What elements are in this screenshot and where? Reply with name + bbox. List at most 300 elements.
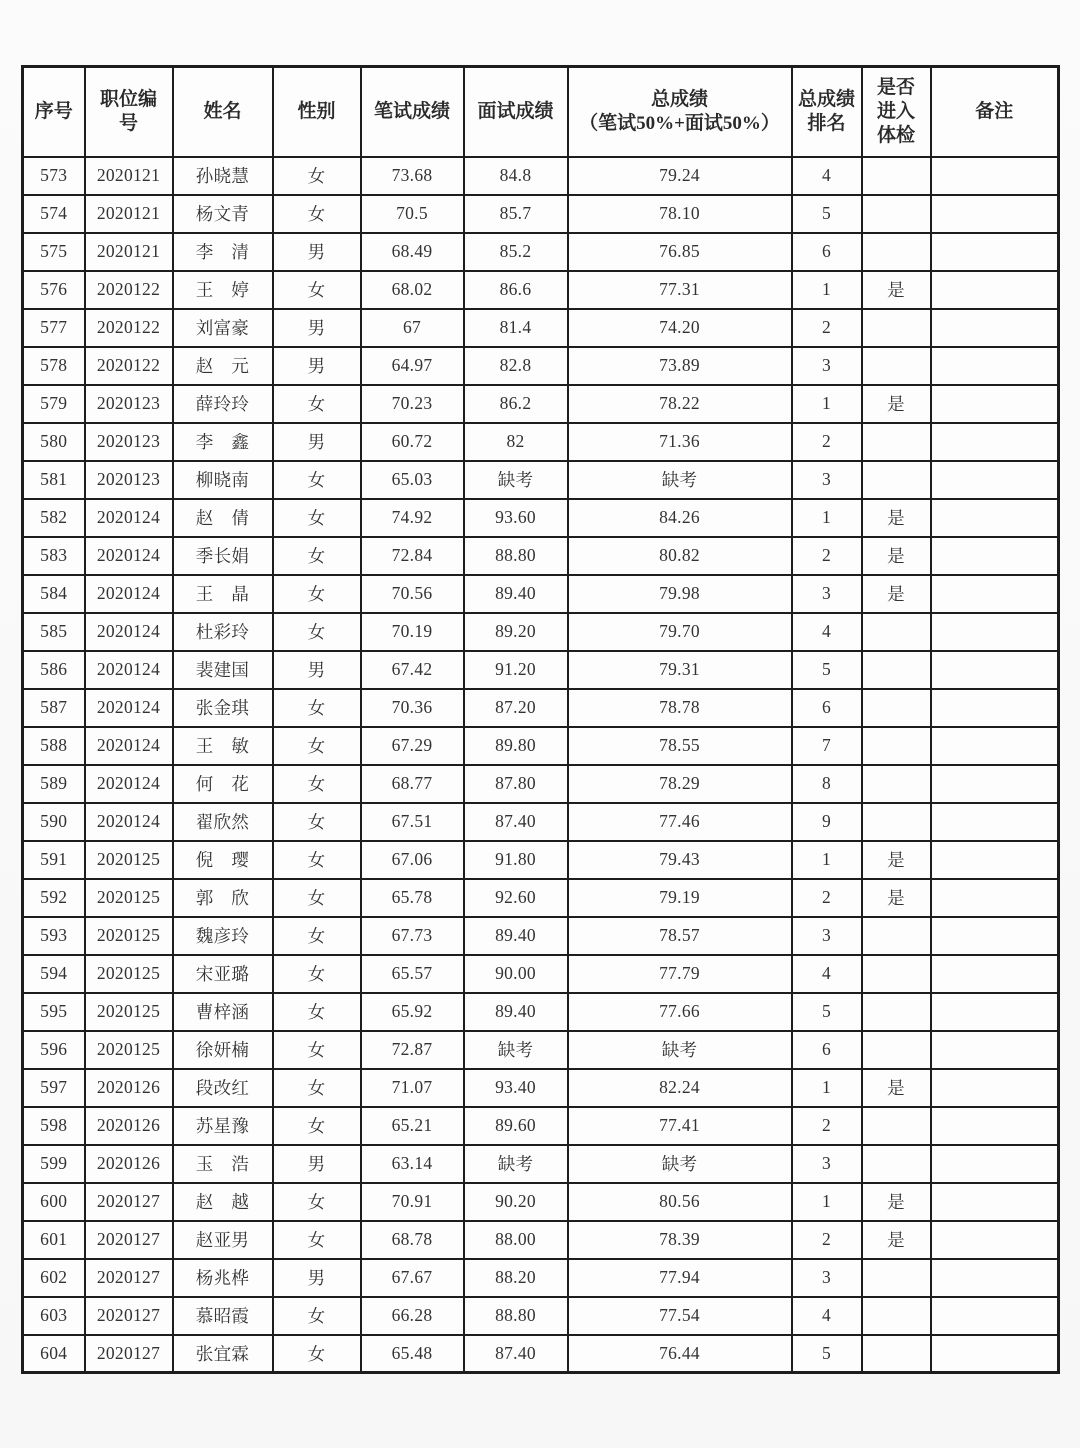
cell-serial: 594 (23, 955, 85, 993)
cell-position-code: 2020124 (85, 727, 173, 765)
cell-physical-exam (862, 423, 931, 461)
header-row (23, 67, 1059, 157)
cell-physical-exam (862, 955, 931, 993)
cell-physical-exam: 是 (862, 499, 931, 537)
cell-written-score: 64.97 (361, 347, 464, 385)
cell-position-code: 2020125 (85, 955, 173, 993)
cell-serial: 596 (23, 1031, 85, 1069)
cell-total-score: 77.79 (568, 955, 792, 993)
cell-serial: 591 (23, 841, 85, 879)
table-row (23, 1297, 1059, 1335)
cell-serial: 592 (23, 879, 85, 917)
cell-position-code: 2020126 (85, 1069, 173, 1107)
cell-position-code: 2020125 (85, 1031, 173, 1069)
cell-interview-score: 缺考 (464, 1031, 568, 1069)
cell-remark (931, 841, 1059, 879)
header-physical-exam: 是否 进入 体检 (862, 67, 931, 157)
cell-written-score: 65.48 (361, 1335, 464, 1373)
cell-interview-score: 93.40 (464, 1069, 568, 1107)
cell-rank: 2 (792, 423, 862, 461)
cell-total-score: 77.66 (568, 993, 792, 1031)
cell-name: 裴建国 (173, 651, 273, 689)
cell-position-code: 2020121 (85, 195, 173, 233)
cell-rank: 4 (792, 157, 862, 195)
cell-rank: 6 (792, 689, 862, 727)
cell-total-score: 79.43 (568, 841, 792, 879)
cell-serial: 584 (23, 575, 85, 613)
cell-serial: 602 (23, 1259, 85, 1297)
cell-rank: 3 (792, 575, 862, 613)
cell-physical-exam (862, 689, 931, 727)
cell-written-score: 72.84 (361, 537, 464, 575)
cell-name: 倪 璎 (173, 841, 273, 879)
header-position-code: 职位编 号 (85, 67, 173, 157)
cell-position-code: 2020124 (85, 575, 173, 613)
cell-interview-score: 90.00 (464, 955, 568, 993)
cell-rank: 3 (792, 461, 862, 499)
cell-total-score: 78.29 (568, 765, 792, 803)
cell-remark (931, 423, 1059, 461)
cell-written-score: 70.91 (361, 1183, 464, 1221)
cell-gender: 女 (273, 879, 361, 917)
cell-remark (931, 309, 1059, 347)
cell-serial: 583 (23, 537, 85, 575)
cell-gender: 女 (273, 537, 361, 575)
cell-serial: 577 (23, 309, 85, 347)
cell-serial: 576 (23, 271, 85, 309)
cell-written-score: 68.49 (361, 233, 464, 271)
cell-gender: 女 (273, 1107, 361, 1145)
cell-name: 郭 欣 (173, 879, 273, 917)
cell-physical-exam (862, 347, 931, 385)
cell-physical-exam (862, 613, 931, 651)
table-row (23, 1031, 1059, 1069)
header-name: 姓名 (173, 67, 273, 157)
table-row (23, 575, 1059, 613)
cell-gender: 女 (273, 1221, 361, 1259)
table-row (23, 1183, 1059, 1221)
cell-rank: 2 (792, 537, 862, 575)
cell-rank: 1 (792, 1183, 862, 1221)
cell-total-score: 缺考 (568, 1031, 792, 1069)
cell-total-score: 82.24 (568, 1069, 792, 1107)
cell-remark (931, 347, 1059, 385)
cell-position-code: 2020126 (85, 1107, 173, 1145)
cell-name: 赵 元 (173, 347, 273, 385)
cell-interview-score: 92.60 (464, 879, 568, 917)
cell-written-score: 67.29 (361, 727, 464, 765)
cell-gender: 男 (273, 1145, 361, 1183)
table-row (23, 157, 1059, 195)
cell-remark (931, 1335, 1059, 1373)
cell-gender: 女 (273, 1031, 361, 1069)
cell-position-code: 2020124 (85, 803, 173, 841)
cell-total-score: 77.94 (568, 1259, 792, 1297)
cell-interview-score: 89.20 (464, 613, 568, 651)
cell-rank: 2 (792, 1221, 862, 1259)
cell-written-score: 73.68 (361, 157, 464, 195)
cell-position-code: 2020125 (85, 879, 173, 917)
cell-name: 段改红 (173, 1069, 273, 1107)
cell-remark (931, 461, 1059, 499)
cell-physical-exam: 是 (862, 879, 931, 917)
cell-position-code: 2020125 (85, 917, 173, 955)
cell-rank: 3 (792, 1145, 862, 1183)
cell-written-score: 67.42 (361, 651, 464, 689)
cell-name: 玉 浩 (173, 1145, 273, 1183)
cell-remark (931, 613, 1059, 651)
cell-gender: 男 (273, 1259, 361, 1297)
cell-position-code: 2020124 (85, 613, 173, 651)
cell-serial: 582 (23, 499, 85, 537)
cell-rank: 5 (792, 1335, 862, 1373)
table-row (23, 499, 1059, 537)
table-body (23, 157, 1059, 1373)
cell-total-score: 79.70 (568, 613, 792, 651)
cell-position-code: 2020122 (85, 271, 173, 309)
cell-interview-score: 82.8 (464, 347, 568, 385)
cell-rank: 2 (792, 1107, 862, 1145)
cell-total-score: 74.20 (568, 309, 792, 347)
cell-name: 张金琪 (173, 689, 273, 727)
cell-written-score: 65.78 (361, 879, 464, 917)
cell-name: 薛玲玲 (173, 385, 273, 423)
cell-name: 魏彦玲 (173, 917, 273, 955)
cell-name: 赵 倩 (173, 499, 273, 537)
cell-written-score: 68.02 (361, 271, 464, 309)
cell-physical-exam: 是 (862, 841, 931, 879)
table-row (23, 841, 1059, 879)
cell-position-code: 2020125 (85, 993, 173, 1031)
cell-written-score: 71.07 (361, 1069, 464, 1107)
cell-gender: 女 (273, 385, 361, 423)
cell-serial: 585 (23, 613, 85, 651)
cell-interview-score: 缺考 (464, 461, 568, 499)
cell-position-code: 2020123 (85, 385, 173, 423)
cell-physical-exam (862, 461, 931, 499)
cell-written-score: 70.36 (361, 689, 464, 727)
cell-rank: 5 (792, 651, 862, 689)
cell-interview-score: 91.20 (464, 651, 568, 689)
cell-interview-score: 87.40 (464, 1335, 568, 1373)
header-total-score: 总成绩 （笔试50%+面试50%） (568, 67, 792, 157)
table-row (23, 195, 1059, 233)
cell-serial: 600 (23, 1183, 85, 1221)
cell-serial: 575 (23, 233, 85, 271)
cell-name: 柳晓南 (173, 461, 273, 499)
cell-position-code: 2020124 (85, 499, 173, 537)
table-row (23, 993, 1059, 1031)
cell-rank: 6 (792, 1031, 862, 1069)
cell-rank: 2 (792, 309, 862, 347)
cell-rank: 3 (792, 347, 862, 385)
cell-serial: 586 (23, 651, 85, 689)
cell-physical-exam (862, 917, 931, 955)
cell-written-score: 67.73 (361, 917, 464, 955)
cell-position-code: 2020124 (85, 689, 173, 727)
cell-remark (931, 1107, 1059, 1145)
cell-physical-exam (862, 993, 931, 1031)
cell-interview-score: 87.20 (464, 689, 568, 727)
cell-interview-score: 89.40 (464, 993, 568, 1031)
cell-position-code: 2020127 (85, 1221, 173, 1259)
cell-gender: 女 (273, 575, 361, 613)
cell-physical-exam: 是 (862, 271, 931, 309)
cell-total-score: 78.55 (568, 727, 792, 765)
cell-total-score: 80.82 (568, 537, 792, 575)
cell-name: 赵亚男 (173, 1221, 273, 1259)
cell-rank: 4 (792, 1297, 862, 1335)
cell-serial: 590 (23, 803, 85, 841)
cell-total-score: 73.89 (568, 347, 792, 385)
cell-gender: 女 (273, 499, 361, 537)
cell-interview-score: 85.2 (464, 233, 568, 271)
cell-physical-exam (862, 1297, 931, 1335)
cell-gender: 女 (273, 803, 361, 841)
table-row (23, 689, 1059, 727)
cell-rank: 5 (792, 993, 862, 1031)
cell-remark (931, 955, 1059, 993)
cell-interview-score: 缺考 (464, 1145, 568, 1183)
cell-position-code: 2020121 (85, 157, 173, 195)
cell-interview-score: 87.40 (464, 803, 568, 841)
cell-remark (931, 765, 1059, 803)
cell-name: 苏星豫 (173, 1107, 273, 1145)
cell-name: 宋亚璐 (173, 955, 273, 993)
cell-physical-exam: 是 (862, 537, 931, 575)
table-row (23, 651, 1059, 689)
cell-remark (931, 1031, 1059, 1069)
cell-gender: 男 (273, 309, 361, 347)
cell-gender: 女 (273, 689, 361, 727)
cell-name: 李 清 (173, 233, 273, 271)
cell-gender: 女 (273, 1069, 361, 1107)
table-row (23, 917, 1059, 955)
cell-name: 季长娟 (173, 537, 273, 575)
cell-interview-score: 89.60 (464, 1107, 568, 1145)
cell-serial: 598 (23, 1107, 85, 1145)
cell-written-score: 66.28 (361, 1297, 464, 1335)
cell-remark (931, 651, 1059, 689)
cell-serial: 604 (23, 1335, 85, 1373)
cell-name: 杨文青 (173, 195, 273, 233)
table-row (23, 1221, 1059, 1259)
cell-interview-score: 93.60 (464, 499, 568, 537)
cell-total-score: 缺考 (568, 1145, 792, 1183)
table-row (23, 537, 1059, 575)
cell-rank: 1 (792, 499, 862, 537)
cell-name: 王 婷 (173, 271, 273, 309)
cell-written-score: 65.92 (361, 993, 464, 1031)
cell-written-score: 60.72 (361, 423, 464, 461)
cell-written-score: 68.77 (361, 765, 464, 803)
cell-physical-exam (862, 727, 931, 765)
cell-position-code: 2020121 (85, 233, 173, 271)
cell-rank: 8 (792, 765, 862, 803)
cell-position-code: 2020125 (85, 841, 173, 879)
cell-position-code: 2020124 (85, 537, 173, 575)
cell-physical-exam (862, 1031, 931, 1069)
cell-name: 杨兆桦 (173, 1259, 273, 1297)
cell-total-score: 71.36 (568, 423, 792, 461)
cell-serial: 574 (23, 195, 85, 233)
cell-remark (931, 917, 1059, 955)
cell-written-score: 70.5 (361, 195, 464, 233)
cell-serial: 581 (23, 461, 85, 499)
cell-gender: 男 (273, 651, 361, 689)
cell-physical-exam: 是 (862, 1069, 931, 1107)
cell-total-score: 79.24 (568, 157, 792, 195)
cell-physical-exam: 是 (862, 385, 931, 423)
cell-total-score: 79.98 (568, 575, 792, 613)
cell-written-score: 72.87 (361, 1031, 464, 1069)
cell-interview-score: 86.2 (464, 385, 568, 423)
cell-gender: 女 (273, 955, 361, 993)
header-interview-score: 面试成绩 (464, 67, 568, 157)
cell-total-score: 78.22 (568, 385, 792, 423)
cell-written-score: 67.67 (361, 1259, 464, 1297)
cell-position-code: 2020127 (85, 1259, 173, 1297)
cell-total-score: 77.46 (568, 803, 792, 841)
cell-remark (931, 689, 1059, 727)
cell-total-score: 80.56 (568, 1183, 792, 1221)
table-row (23, 385, 1059, 423)
cell-name: 赵 越 (173, 1183, 273, 1221)
cell-written-score: 70.23 (361, 385, 464, 423)
score-table-container (21, 65, 1057, 1374)
cell-written-score: 65.57 (361, 955, 464, 993)
cell-interview-score: 89.40 (464, 917, 568, 955)
cell-written-score: 67.06 (361, 841, 464, 879)
cell-rank: 4 (792, 613, 862, 651)
cell-serial: 595 (23, 993, 85, 1031)
cell-physical-exam (862, 1259, 931, 1297)
cell-name: 王 敏 (173, 727, 273, 765)
cell-physical-exam (862, 803, 931, 841)
cell-total-score: 77.31 (568, 271, 792, 309)
cell-gender: 男 (273, 347, 361, 385)
cell-position-code: 2020124 (85, 765, 173, 803)
cell-written-score: 67 (361, 309, 464, 347)
cell-interview-score: 81.4 (464, 309, 568, 347)
cell-gender: 女 (273, 917, 361, 955)
cell-total-score: 77.54 (568, 1297, 792, 1335)
cell-remark (931, 499, 1059, 537)
cell-position-code: 2020124 (85, 651, 173, 689)
cell-name: 曹梓涵 (173, 993, 273, 1031)
cell-written-score: 65.21 (361, 1107, 464, 1145)
cell-gender: 女 (273, 765, 361, 803)
cell-total-score: 77.41 (568, 1107, 792, 1145)
cell-serial: 599 (23, 1145, 85, 1183)
cell-physical-exam (862, 1107, 931, 1145)
cell-physical-exam (862, 157, 931, 195)
table-row (23, 1335, 1059, 1373)
cell-name: 翟欣然 (173, 803, 273, 841)
cell-name: 慕昭霞 (173, 1297, 273, 1335)
table-header (23, 67, 1059, 157)
cell-remark (931, 727, 1059, 765)
cell-remark (931, 879, 1059, 917)
cell-position-code: 2020127 (85, 1183, 173, 1221)
cell-name: 杜彩玲 (173, 613, 273, 651)
cell-physical-exam (862, 1145, 931, 1183)
cell-physical-exam (862, 309, 931, 347)
cell-remark (931, 195, 1059, 233)
cell-physical-exam (862, 233, 931, 271)
cell-remark (931, 271, 1059, 309)
cell-name: 张宜霖 (173, 1335, 273, 1373)
cell-name: 徐妍楠 (173, 1031, 273, 1069)
cell-serial: 597 (23, 1069, 85, 1107)
table-row (23, 1259, 1059, 1297)
cell-gender: 男 (273, 423, 361, 461)
cell-rank: 9 (792, 803, 862, 841)
header-serial: 序号 (23, 67, 85, 157)
cell-total-score: 78.10 (568, 195, 792, 233)
cell-total-score: 79.31 (568, 651, 792, 689)
cell-rank: 4 (792, 955, 862, 993)
cell-gender: 女 (273, 271, 361, 309)
cell-remark (931, 1145, 1059, 1183)
cell-remark (931, 385, 1059, 423)
cell-name: 孙晓慧 (173, 157, 273, 195)
cell-gender: 男 (273, 233, 361, 271)
cell-serial: 578 (23, 347, 85, 385)
cell-interview-score: 84.8 (464, 157, 568, 195)
cell-name: 刘富豪 (173, 309, 273, 347)
header-gender: 性别 (273, 67, 361, 157)
cell-serial: 601 (23, 1221, 85, 1259)
cell-serial: 587 (23, 689, 85, 727)
cell-interview-score: 85.7 (464, 195, 568, 233)
table-row (23, 1145, 1059, 1183)
cell-physical-exam (862, 651, 931, 689)
cell-rank: 3 (792, 1259, 862, 1297)
cell-serial: 593 (23, 917, 85, 955)
cell-gender: 女 (273, 195, 361, 233)
cell-physical-exam: 是 (862, 1221, 931, 1259)
cell-name: 李 鑫 (173, 423, 273, 461)
cell-remark (931, 1221, 1059, 1259)
cell-interview-score: 88.00 (464, 1221, 568, 1259)
cell-rank: 1 (792, 385, 862, 423)
table-row (23, 423, 1059, 461)
cell-written-score: 67.51 (361, 803, 464, 841)
cell-physical-exam (862, 765, 931, 803)
cell-gender: 女 (273, 841, 361, 879)
cell-position-code: 2020127 (85, 1297, 173, 1335)
cell-gender: 女 (273, 1297, 361, 1335)
cell-remark (931, 233, 1059, 271)
cell-interview-score: 91.80 (464, 841, 568, 879)
cell-gender: 女 (273, 461, 361, 499)
cell-remark (931, 1297, 1059, 1335)
cell-rank: 5 (792, 195, 862, 233)
cell-total-score: 76.44 (568, 1335, 792, 1373)
cell-remark (931, 993, 1059, 1031)
cell-interview-score: 89.40 (464, 575, 568, 613)
cell-position-code: 2020126 (85, 1145, 173, 1183)
cell-serial: 573 (23, 157, 85, 195)
cell-serial: 589 (23, 765, 85, 803)
table-row (23, 1069, 1059, 1107)
table-row (23, 955, 1059, 993)
cell-physical-exam: 是 (862, 575, 931, 613)
cell-interview-score: 88.80 (464, 537, 568, 575)
cell-gender: 女 (273, 1183, 361, 1221)
cell-written-score: 63.14 (361, 1145, 464, 1183)
